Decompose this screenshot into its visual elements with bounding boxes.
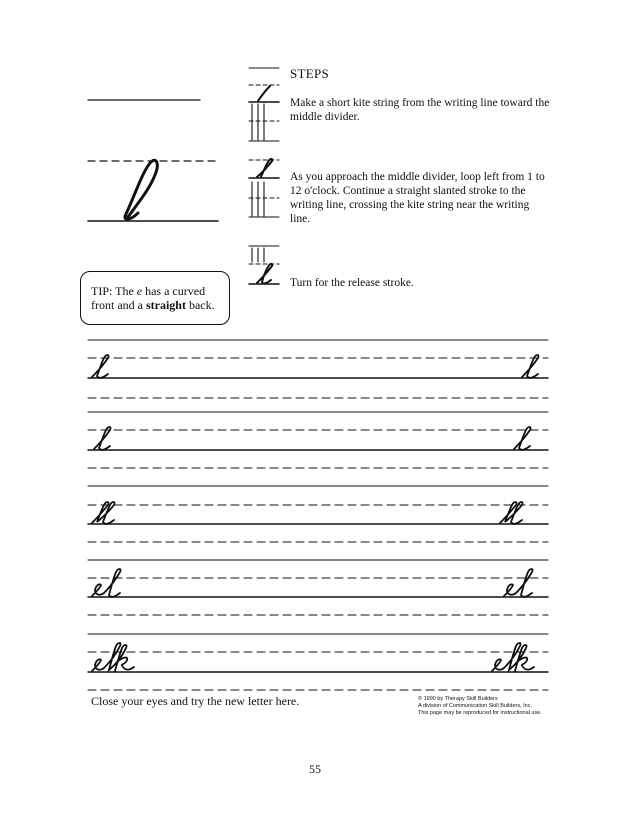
- tip-suffix: back.: [185, 298, 215, 312]
- step2-stroke: [257, 159, 272, 177]
- model-letter-l-glyph: [125, 160, 157, 219]
- step3-stroke: [257, 264, 272, 284]
- copyright-notice: [418, 696, 542, 717]
- copyright-line: This page may be reproduced for instructional use.: [418, 710, 542, 716]
- footer-instruction: Close your eyes and try the new letter here.: [91, 694, 300, 708]
- step-2-text: As you approach the middle divider, loop left from 1 to 12 o'clock. Continue a straight slanted stroke to the writing line, crossing the kite string near the writing line.: [290, 171, 545, 225]
- steps-title: STEPS: [290, 66, 330, 81]
- step-1-text: Make a short kite string from the writing line toward the middle divider.: [290, 97, 550, 123]
- copyright-line: © 1990 by Therapy Skill Builders: [418, 696, 498, 702]
- tip-prefix: TIP: The: [91, 284, 137, 298]
- tip-middle: has a curved front and a: [91, 284, 206, 312]
- tip-letter: e: [136, 284, 143, 298]
- step-3-text: Turn for the release stroke.: [290, 277, 414, 289]
- step-guides: [249, 68, 279, 284]
- tip-box: [80, 271, 230, 325]
- row4-models: [92, 569, 533, 597]
- practice-lines: [88, 340, 548, 690]
- copyright-line: A division of Communication Skill Builders, Inc.: [418, 703, 533, 709]
- page-number: 55: [309, 762, 321, 776]
- tip-emphasis: straight: [145, 298, 186, 312]
- row5-models: [92, 643, 534, 671]
- step1-stroke: [258, 86, 270, 101]
